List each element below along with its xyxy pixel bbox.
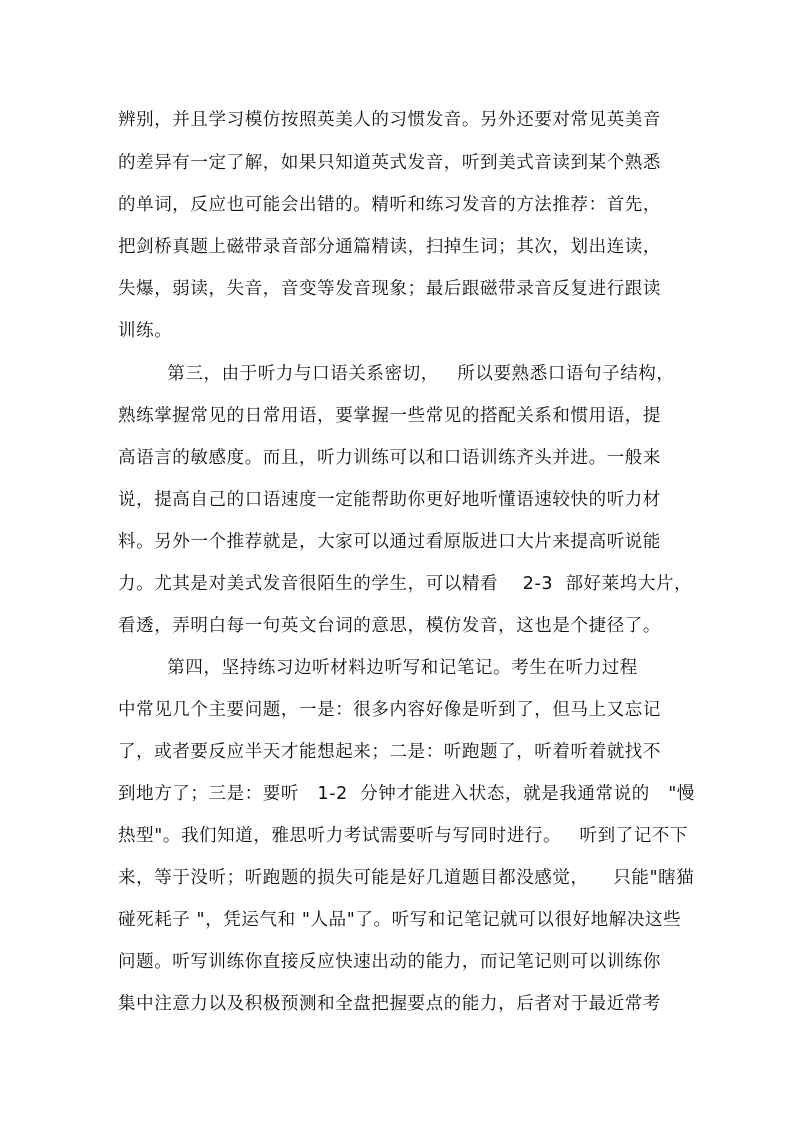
text-line: 说，提高自己的口语速度一定能帮助你更好地听懂语速较快的听力材: [118, 490, 661, 510]
text-line: 集中注意力以及积极预测和全盘把握要点的能力，后者对于最近常考: [118, 994, 661, 1014]
text-line: 第四，坚持练习边听材料边听写和记笔记。考生在听力过程: [118, 658, 638, 678]
text-line: 训练。: [118, 321, 173, 341]
text-line: 来，等于没听；听跑题的损失可能是好几道题目都没感觉， 只能"瞎猫: [118, 868, 695, 888]
text-line: 辨别，并且学习模仿按照英美人的习惯发音。另外还要对常见英美音: [118, 110, 661, 130]
text-line: 力。尤其是对美式发音很陌生的学生，可以精看 2-3 部好莱坞大片，: [118, 574, 693, 594]
text-line: 问题。听写训练你直接反应快速出动的能力，而记笔记则可以训练你: [118, 952, 661, 972]
text-line: 了，或者要反应半天才能想起来；二是：听跑题了，听着听着就找不: [118, 742, 661, 762]
text-line: 中常见几个主要问题，一是：很多内容好像是听到了，但马上又忘记: [118, 700, 661, 720]
text-line: 第三，由于听力与口语关系密切， 所以要熟悉口语句子结构，: [118, 364, 675, 384]
text-line: 料。另外一个推荐就是，大家可以通过看原版进口大片来提高听说能: [118, 532, 661, 552]
text-line: 的单词，反应也可能会出错的。精听和练习发音的方法推荐：首先，: [118, 195, 661, 215]
text-line: 熟练掌握常见的日常用语，要掌握一些常见的搭配关系和惯用语，提: [118, 406, 661, 426]
text-line: 的差异有一定了解，如果只知道英式发音，听到美式音读到某个熟悉: [118, 153, 661, 173]
text-line: 高语言的敏感度。而且，听力训练可以和口语训练齐头并进。一般来: [118, 448, 661, 468]
text-line: 把剑桥真题上磁带录音部分通篇精读，扫掉生词；其次，划出连读，: [118, 237, 661, 257]
text-line: 看透，弄明白每一句英文台词的意思，模仿发音，这也是个捷径了。: [118, 616, 661, 636]
text-line: 到地方了；三是：要听 1-2 分钟才能进入状态，就是我通常说的 "慢: [118, 784, 696, 804]
text-line: 碰死耗子 "，凭运气和 "人品"了。听写和记笔记就可以很好地解决这些: [118, 910, 682, 930]
text-line: 热型"。我们知道，雅思听力考试需要听与写同时进行。 听到了记不下: [118, 826, 689, 846]
text-line: 失爆，弱读，失音，音变等发音现象；最后跟磁带录音反复进行跟读: [118, 279, 661, 299]
